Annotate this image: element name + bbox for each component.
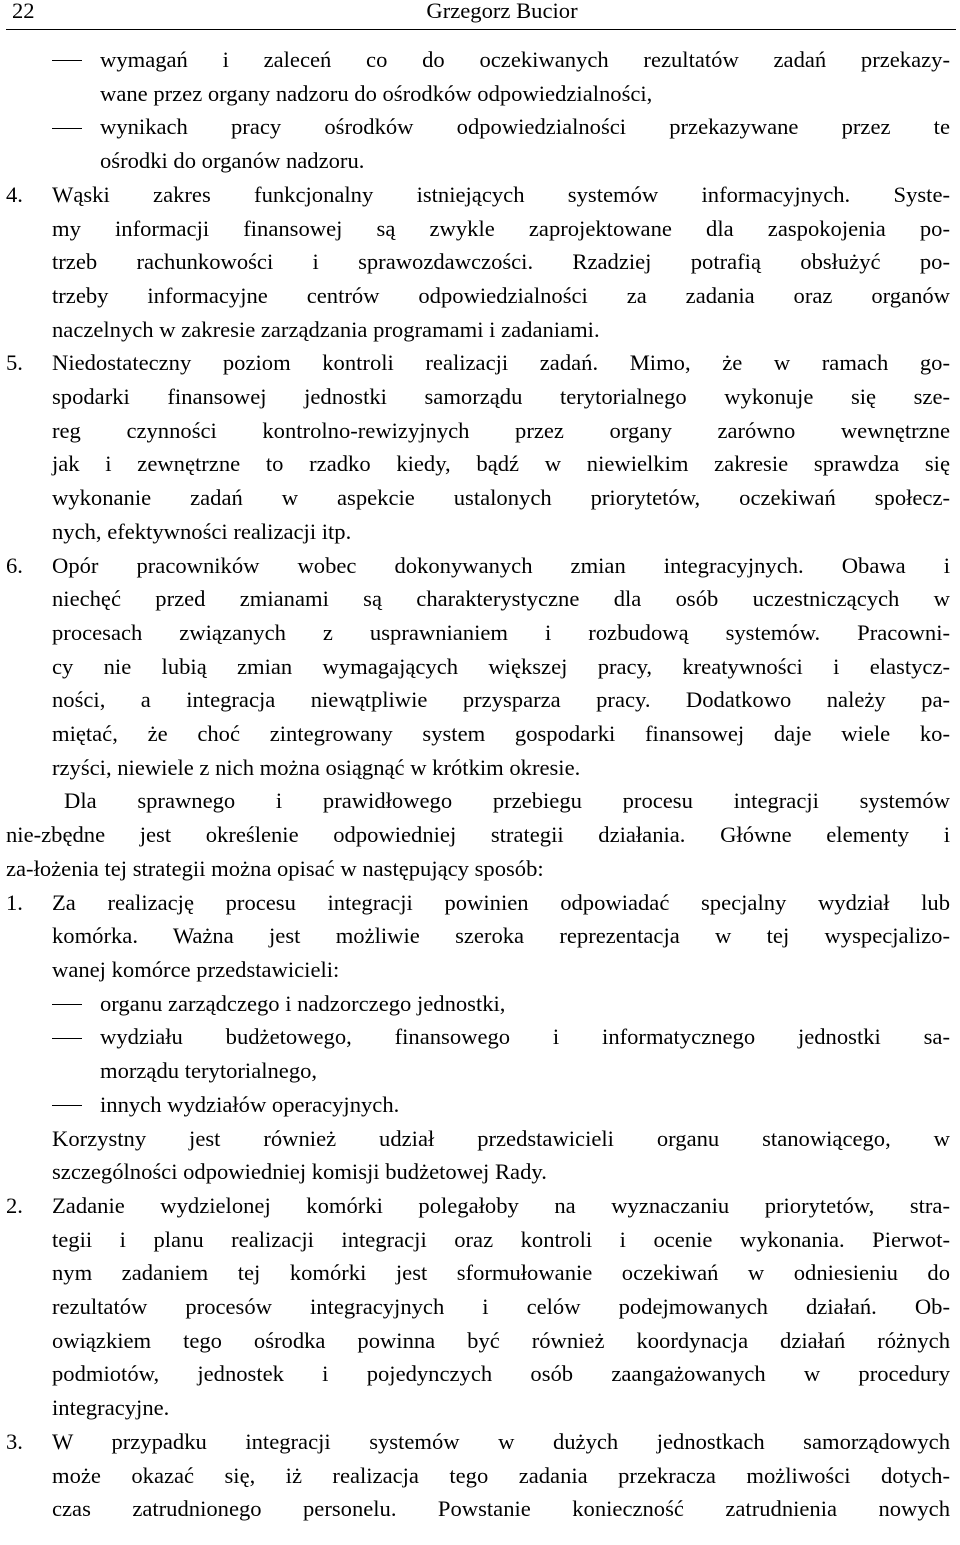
text-line: wymagań i zaleceń co do oczekiwanych rezultatów zadań przekazy- bbox=[100, 47, 950, 72]
text-line: nych, efektywności realizacji itp. bbox=[52, 518, 352, 544]
text-line: rzyści, niewiele z nich można osiągnąć w krótkim okresie. bbox=[52, 754, 581, 780]
item-number: 5. bbox=[6, 350, 23, 376]
text-line: Zadanie wydzielonej komórki polegałoby na wyznaczaniu priorytetów, stra- bbox=[52, 1192, 950, 1218]
text-line: ności, a integracja niewątpliwie przysparza pracy. Dodatkowo należy pa- bbox=[52, 687, 950, 713]
text-line: szczególności odpowiedniej komisji budżetowej Rady. bbox=[52, 1159, 547, 1185]
text-line: owiązkiem tego ośrodka powinna być również koordynacja działań różnych bbox=[52, 1327, 950, 1353]
text-line: cy nie lubią zmian wymagających większej pracy, kreatywności i elastycz- bbox=[52, 653, 950, 679]
dash-list-item bbox=[6, 1020, 950, 1087]
text-line: Dla sprawnego i prawidłowego przebiegu procesu integracji systemów bbox=[64, 788, 950, 814]
paragraph bbox=[6, 784, 950, 885]
numbered-item bbox=[6, 1425, 950, 1526]
text-line: Za realizację procesu integracji powinien odpowiadać specjalny wydział lub bbox=[52, 889, 950, 915]
text-line: może okazać się, iż realizacja tego zadania przekracza możliwości dotych- bbox=[52, 1462, 950, 1488]
text-line: ośrodki do organów nadzoru. bbox=[100, 148, 365, 174]
text-line: jak i zewnętrzne to rzadko kiedy, bądź w niewielkim zakresie sprawdza się bbox=[52, 451, 950, 477]
text-line: wydziału budżetowego, finansowego i informatycznego jednostki sa- bbox=[100, 1024, 950, 1050]
item-number: 2. bbox=[6, 1192, 23, 1218]
header-rule bbox=[6, 29, 956, 30]
dash-list-item bbox=[6, 110, 950, 177]
numbered-item bbox=[6, 178, 950, 347]
text-line: procesach związanych z usprawnianiem i rozbudową systemów. Pracowni- bbox=[52, 619, 950, 645]
text-line: spodarki finansowej jednostki samorządu terytorialnego wykonuje się sze- bbox=[52, 384, 950, 410]
text-line: nie-zbędne jest określenie odpowiedniej strategii działania. Główne elementy i bbox=[6, 822, 950, 848]
text-line: naczelnych w zakresie zarządzania programami i zadaniami. bbox=[52, 316, 600, 342]
running-header bbox=[6, 0, 948, 27]
text-line: organu zarządczego i nadzorczego jednostki, bbox=[100, 990, 506, 1016]
dash-bullet bbox=[6, 1088, 100, 1122]
dash-bullet bbox=[6, 110, 100, 177]
dash-bullet bbox=[6, 1020, 100, 1087]
item-number: 3. bbox=[6, 1428, 23, 1454]
item-number: 4. bbox=[6, 181, 23, 207]
dash-bullet bbox=[6, 43, 100, 110]
dash-list-item bbox=[6, 987, 950, 1021]
text-line: W przypadku integracji systemów w dużych jednostkach samorządowych bbox=[52, 1428, 950, 1454]
text-line: reg czynności kontrolno-rewizyjnych przez organy zarówno wewnętrzne bbox=[52, 417, 950, 443]
text-line: innych wydziałów operacyjnych. bbox=[100, 1091, 400, 1117]
numbered-item bbox=[6, 346, 950, 548]
dash-bullet bbox=[6, 987, 100, 1021]
numbered-item bbox=[6, 1189, 950, 1425]
text-line: rezultatów procesów integracyjnych i celów podejmowanych działań. Ob- bbox=[52, 1294, 950, 1320]
numbered-item bbox=[6, 549, 950, 785]
running-header-author: Grzegorz Bucior bbox=[426, 0, 578, 23]
text-line: Wąski zakres funkcjonalny istniejących systemów informacyjnych. Syste- bbox=[52, 181, 950, 207]
text-line: wykonanie zadań w aspekcie ustalonych priorytetów, oczekiwań społecz- bbox=[52, 485, 950, 511]
text-line: nym zadaniem tej komórki jest sformułowanie oczekiwań w odniesieniu do bbox=[52, 1260, 950, 1286]
item-number: 1. bbox=[6, 889, 23, 915]
text-line: trzeby informacyjne centrów odpowiedzialności za zadania oraz organów bbox=[52, 282, 950, 308]
text-line: Korzystny jest również udział przedstawicieli organu stanowiącego, w bbox=[52, 1125, 950, 1151]
text-line: my informacji finansowej są zwykle zaprojektowane dla zaspokojenia po- bbox=[52, 215, 950, 241]
text-line: trzeb rachunkowości i sprawozdawczości. Rzadziej potrafią obsłużyć po- bbox=[52, 249, 950, 275]
text-line: wane przez organy nadzoru do ośrodków odpowiedzialności, bbox=[100, 80, 653, 106]
numbered-item bbox=[6, 886, 950, 987]
text-line: czas zatrudnionego personelu. Powstanie konieczność zatrudnienia nowych bbox=[52, 1496, 950, 1522]
continuation-paragraph bbox=[6, 1122, 950, 1189]
text-line: Niedostateczny poziom kontroli realizacji zadań. Mimo, że w ramach go- bbox=[52, 350, 950, 376]
text-line: komórka. Ważna jest możliwie szeroka reprezentacja w tej wyspecjalizo- bbox=[52, 923, 950, 949]
item-number: 6. bbox=[6, 552, 23, 578]
text-line: tegii i planu realizacji integracji oraz kontroli i ocenie wykonania. Pierwot- bbox=[52, 1226, 950, 1252]
body-text bbox=[6, 43, 950, 1526]
text-line: integracyjne. bbox=[52, 1395, 170, 1421]
text-line: Opór pracowników wobec dokonywanych zmian integracyjnych. Obawa i bbox=[52, 552, 950, 578]
dash-list-item bbox=[6, 43, 950, 110]
page-number: 22 bbox=[12, 0, 35, 23]
text-line: podmiotów, jednostek i pojedynczych osób zaangażowanych w procedury bbox=[52, 1361, 950, 1387]
text-line: niechęć przed zmianami są charakterystyczne dla osób uczestniczących w bbox=[52, 586, 950, 612]
text-line: wynikach pracy ośrodków odpowiedzialności przekazywane przez te bbox=[100, 114, 950, 140]
text-line: wanej komórce przedstawicieli: bbox=[52, 956, 340, 982]
text-line: miętać, że choć zintegrowany system gospodarki finansowej daje wiele ko- bbox=[52, 721, 950, 747]
dash-list-item bbox=[6, 1088, 950, 1122]
text-line: za-łożenia tej strategii można opisać w następujący sposób: bbox=[6, 855, 544, 881]
text-line: morządu terytorialnego, bbox=[100, 1058, 318, 1084]
